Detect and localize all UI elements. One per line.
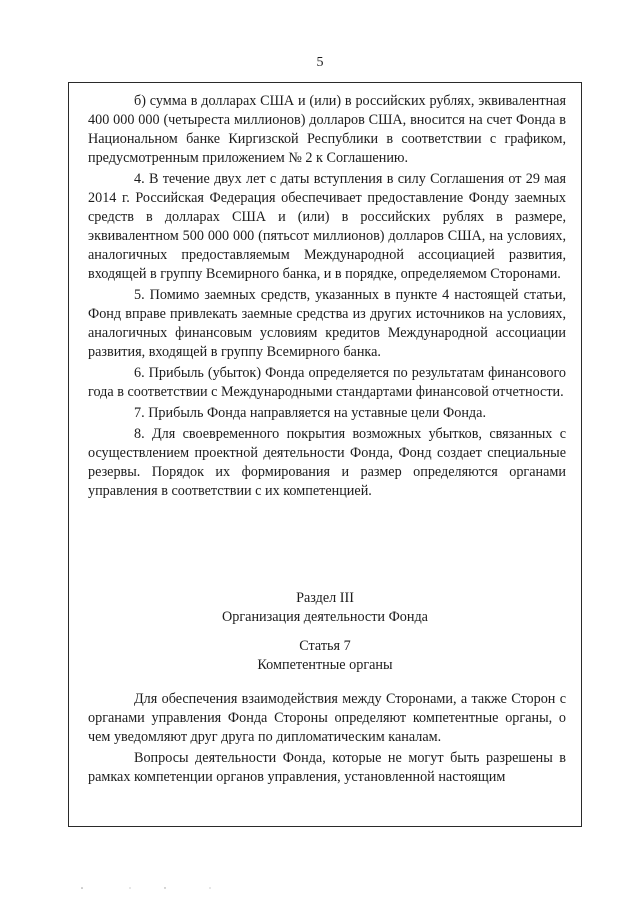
paragraph-6-profit-loss: 6. Прибыль (убыток) Фонда определяется по результатам финансового года в соответствии с Международными стандартами финансовой отчетности. [88,365,566,400]
section-label: Раздел III [296,590,354,606]
paragraph-7-profit-use: 7. Прибыль Фонда направляется на уставные цели Фонда. [134,405,486,421]
page-number: 5 [316,55,324,70]
article-7-paragraphs [88,690,566,787]
paragraph-4-loan-funds: 4. В течение двух лет с даты вступления в силу Соглашения от 29 мая 2014 г. Российская Федерация обеспечивает предоставление Фонду заемных средств в долларах США и (или) в российских рублях в размере, эквивалентном 500 000 000 (пятьсот миллионов) долларов США, на условиях, аналогичных предоставляемым Международной ассоциацией развития, входящей в группу Всемирного банка, и в порядке, определяемом Сторонами. [88,171,566,282]
section-title: Организация деятельности Фонда [222,609,428,625]
funding-paragraphs [88,92,566,501]
section-heading [68,589,582,627]
scan-artifact-marks [70,885,270,891]
paragraph-8-reserves: 8. Для своевременного покрытия возможных убытков, связанных с осуществлением проектной деятельности Фонда, Фонд создает специальные резервы. Порядок их формирования и размер определяются органами управления в соответствии с их компетенцией. [88,426,566,499]
article-heading [68,637,582,675]
paragraph-3b-contribution: б) сумма в долларах США и (или) в российских рублях, эквивалентная 400 000 000 (четыреста миллионов) долларов США, вносится на счет Фонда в Национальном банке Киргизской Республики в соответствии с графиком, предусмотренным приложением № 2 к Соглашению. [88,93,566,166]
paragraph-unresolved-issues: Вопросы деятельности Фонда, которые не могут быть разрешены в рамках компетенции органов управления, установленной настоящим [88,750,566,785]
paragraph-competent-bodies: Для обеспечения взаимодействия между Сторонами, а также Сторон с органами управления Фонда Стороны определяют компетентные органы, о чем уведомляют друг друга по дипломатическим каналам. [88,691,566,745]
article-title: Компетентные органы [257,657,393,673]
paragraph-5-other-borrowing: 5. Помимо заемных средств, указанных в пункте 4 настоящей статьи, Фонд вправе привлекать заемные средства из других источников на условиях, аналогичных финансовым условиям кредитов Международной ассоциации развития, входящей в группу Всемирного банка. [88,287,566,360]
article-label: Статья 7 [299,638,351,654]
